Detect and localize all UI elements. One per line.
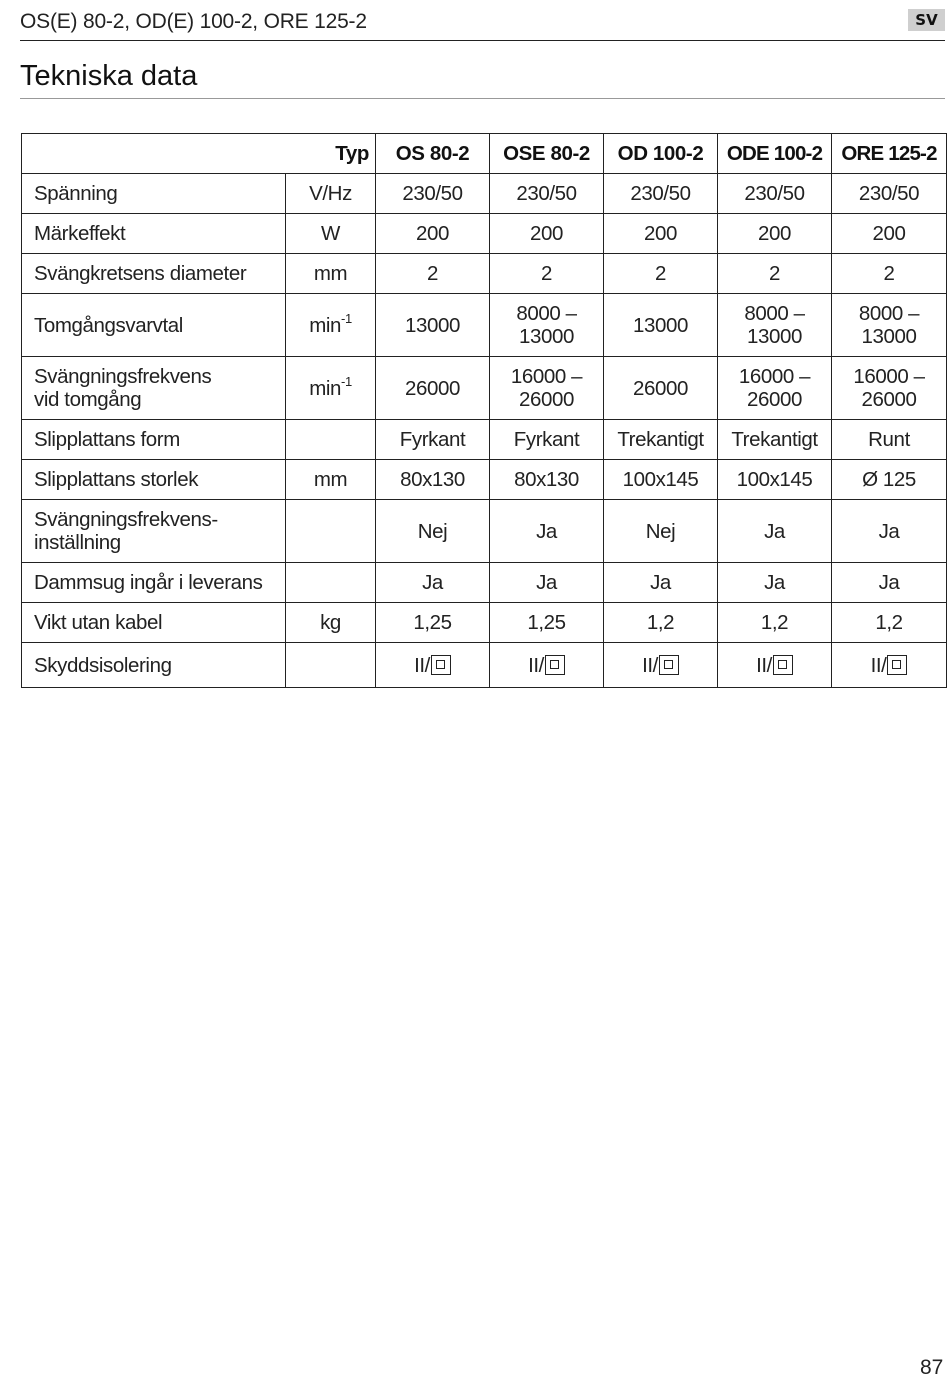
cell-line: 13000 (747, 325, 803, 348)
value-cell: 230/50 (490, 174, 604, 214)
unit-text: min (309, 376, 342, 400)
value-cell (490, 294, 604, 357)
cell-line: 8000 – (858, 302, 920, 325)
value-cell: 100x145 (718, 460, 832, 500)
cell-line: 26000 (861, 388, 917, 411)
insulation-class-text: II/ (414, 653, 430, 677)
value-cell: Ja (832, 500, 947, 563)
value-cell: 80x130 (490, 460, 604, 500)
value-cell (718, 294, 832, 357)
value-cell (604, 643, 718, 688)
value-cell: Ja (718, 500, 832, 563)
value-cell: 200 (604, 214, 718, 254)
column-header-model: ORE 125-2 (832, 134, 947, 174)
value-cell: Trekantigt (604, 420, 718, 460)
row-label: Slipplattans storlek (22, 460, 286, 500)
row-label: Spänning (22, 174, 286, 214)
value-cell (718, 643, 832, 688)
value-cell: Nej (604, 500, 718, 563)
value-cell (490, 643, 604, 688)
column-header-model: ODE 100-2 (718, 134, 832, 174)
table-row (22, 357, 947, 420)
value-cell: Ja (604, 563, 718, 603)
value-cell: Trekantigt (718, 420, 832, 460)
cell-line: 16000 – (510, 365, 583, 388)
unit-text: V/Hz (309, 182, 352, 205)
unit-text: kg (320, 611, 341, 634)
unit-text: mm (313, 262, 348, 285)
value-cell: 1,25 (490, 603, 604, 643)
cell-line: 26000 (747, 388, 803, 411)
value-cell (604, 357, 718, 420)
table-row (22, 254, 947, 294)
value-cell: 2 (490, 254, 604, 294)
row-label: Svängkretsens diameter (22, 254, 286, 294)
row-unit (286, 460, 376, 500)
row-unit (286, 254, 376, 294)
cell-line: inställning (34, 531, 121, 554)
cell-line: 13000 (405, 313, 461, 337)
table-row (22, 174, 947, 214)
insulation-class (871, 654, 908, 677)
row-unit (286, 563, 376, 603)
value-cell (376, 294, 490, 357)
insulation-class-text: II/ (870, 653, 887, 677)
value-cell: 200 (718, 214, 832, 254)
value-cell: Ja (376, 563, 490, 603)
value-cell: 1,25 (376, 603, 490, 643)
cell-line: Svängningsfrekvens (34, 365, 212, 388)
value-cell: 1,2 (718, 603, 832, 643)
row-unit (286, 420, 376, 460)
double-insulation-icon (659, 655, 679, 675)
value-cell (376, 357, 490, 420)
value-cell: Fyrkant (490, 420, 604, 460)
row-unit (286, 357, 376, 420)
row-unit (286, 643, 376, 688)
row-unit (286, 603, 376, 643)
double-insulation-icon (431, 655, 451, 675)
double-insulation-icon (545, 655, 565, 675)
unit-exponent: -1 (341, 310, 352, 326)
value-cell: 200 (376, 214, 490, 254)
value-cell: Ja (832, 563, 947, 603)
value-cell: 2 (376, 254, 490, 294)
insulation-class-text: II/ (756, 653, 772, 677)
cell-line: 26000 (405, 376, 461, 400)
value-cell: 230/50 (604, 174, 718, 214)
double-insulation-icon (887, 655, 907, 675)
table-row (22, 420, 947, 460)
cell-line: Svängningsfrekvens- (34, 508, 218, 531)
cell-line: 13000 (519, 325, 575, 348)
table-row (22, 500, 947, 563)
table-row (22, 460, 947, 500)
unit-text: W (321, 222, 340, 245)
page-number: 87 (920, 1356, 944, 1379)
technical-data-table (21, 133, 947, 688)
value-cell: 2 (832, 254, 947, 294)
value-cell: Ja (490, 500, 604, 563)
value-cell: Ja (490, 563, 604, 603)
value-cell: 230/50 (718, 174, 832, 214)
row-label (22, 357, 286, 420)
value-cell: Fyrkant (376, 420, 490, 460)
table-row (22, 563, 947, 603)
value-cell: 200 (832, 214, 947, 254)
value-cell: 200 (490, 214, 604, 254)
value-cell: 2 (718, 254, 832, 294)
typ-header-cell: Typ (22, 134, 376, 174)
value-cell: Runt (832, 420, 947, 460)
row-label: Slipplattans form (22, 420, 286, 460)
value-cell: 80x130 (376, 460, 490, 500)
row-unit (286, 174, 376, 214)
value-cell (832, 643, 947, 688)
column-header-model: OSE 80-2 (490, 134, 604, 174)
cell-line: 26000 (633, 376, 689, 400)
table-row (22, 643, 947, 688)
row-unit (286, 214, 376, 254)
cell-line: 26000 (519, 388, 575, 411)
row-label: Märkeffekt (22, 214, 286, 254)
column-header-model: OD 100-2 (604, 134, 718, 174)
title-rule (20, 98, 945, 99)
value-cell: 1,2 (832, 603, 947, 643)
value-cell: 2 (604, 254, 718, 294)
cell-line: 13000 (861, 325, 917, 348)
header-rule (20, 40, 945, 41)
cell-line: 8000 – (744, 302, 805, 325)
value-cell (832, 357, 947, 420)
value-cell (490, 357, 604, 420)
value-cell: 1,2 (604, 603, 718, 643)
language-badge: SV (908, 9, 945, 31)
row-label (22, 500, 286, 563)
table-row (22, 214, 947, 254)
insulation-class (414, 654, 451, 677)
table-row (22, 603, 947, 643)
row-label: Dammsug ingår i leverans (22, 563, 286, 603)
value-cell (604, 294, 718, 357)
document-header-models: OS(E) 80-2, OD(E) 100-2, ORE 125-2 (20, 10, 367, 33)
value-cell: 230/50 (376, 174, 490, 214)
value-cell (376, 643, 490, 688)
column-header-model: OS 80-2 (376, 134, 490, 174)
unit-text: mm (313, 468, 348, 491)
cell-line: vid tomgång (34, 388, 142, 411)
cell-line: 13000 (633, 313, 689, 337)
insulation-class (756, 654, 793, 677)
page-title: Tekniska data (20, 60, 198, 92)
row-label: Tomgångsvarvtal (22, 294, 286, 357)
value-cell: Ja (718, 563, 832, 603)
table-row (22, 294, 947, 357)
value-cell (832, 294, 947, 357)
row-label: Vikt utan kabel (22, 603, 286, 643)
insulation-class (642, 654, 679, 677)
row-unit (286, 294, 376, 357)
value-cell: 100x145 (604, 460, 718, 500)
value-cell: 230/50 (832, 174, 947, 214)
value-cell (718, 357, 832, 420)
cell-line: 16000 – (738, 365, 811, 388)
cell-line: 8000 – (516, 302, 577, 325)
value-cell: Nej (376, 500, 490, 563)
insulation-class (528, 654, 565, 677)
row-unit (286, 500, 376, 563)
table-header-row (22, 134, 947, 174)
double-insulation-icon (773, 655, 793, 675)
value-cell: Ø 125 (832, 460, 947, 500)
insulation-class-text: II/ (528, 653, 544, 677)
unit-text: min (309, 313, 342, 337)
insulation-class-text: II/ (642, 653, 658, 677)
cell-line: 16000 – (853, 365, 925, 388)
row-label: Skyddsisolering (22, 643, 286, 688)
unit-exponent: -1 (341, 373, 352, 389)
